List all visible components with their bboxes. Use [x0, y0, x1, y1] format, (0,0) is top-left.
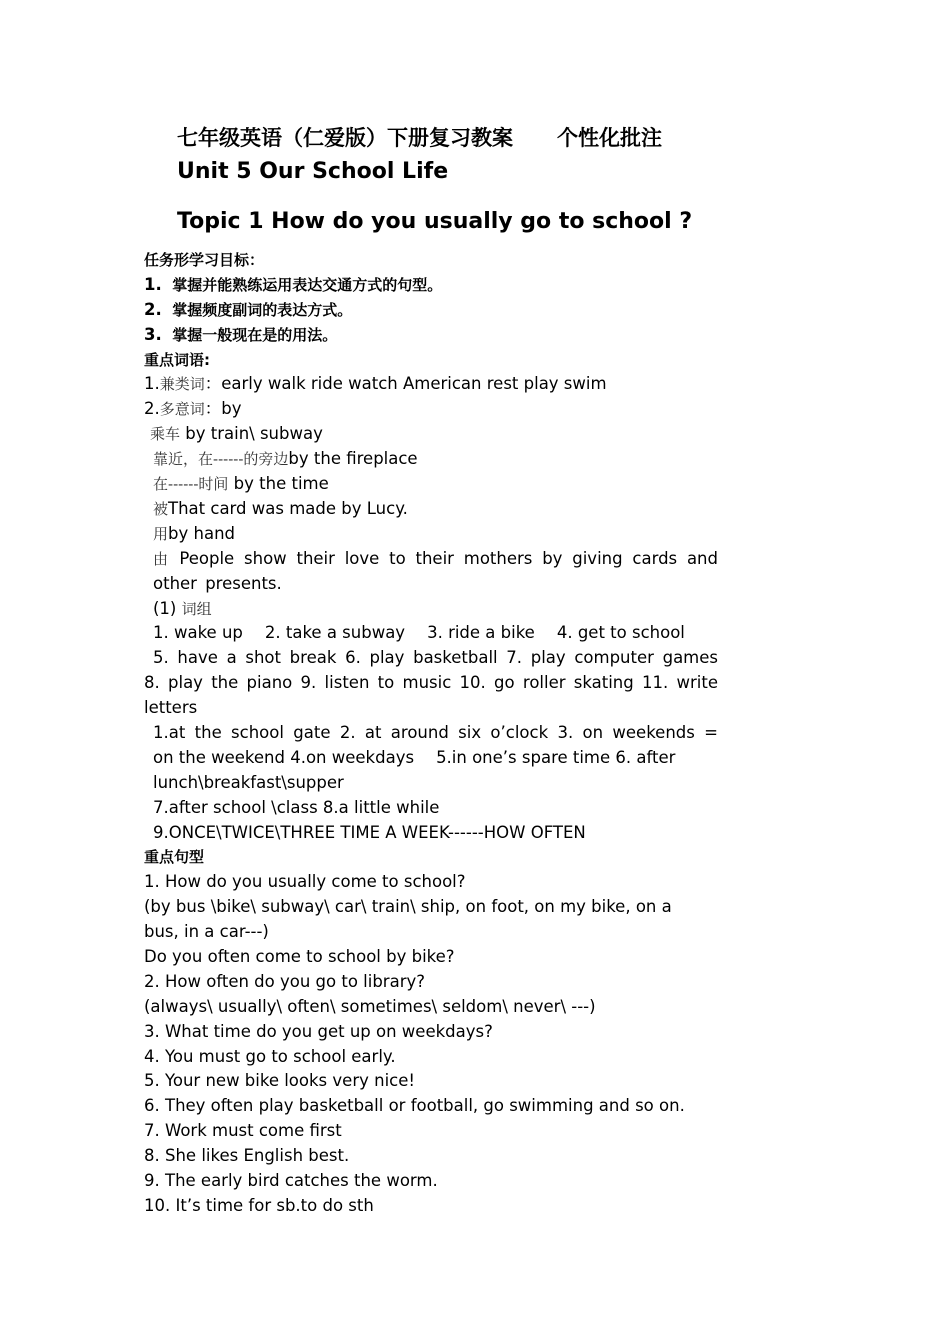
phrase-line: 7.after school \class 8.a little while [153, 797, 440, 817]
objectives-label: 任务形学习目标： [144, 251, 265, 269]
by-usage: 靠近，在------的旁边by the fireplace [153, 449, 418, 469]
by-usage: 乘车 by train\ subway [150, 424, 323, 444]
sentence-line: 3. What time do you get up on weekdays? [144, 1021, 493, 1041]
sentence-line: 9. The early bird catches the worm. [144, 1170, 438, 1190]
sentence-line: 7. Work must come first [144, 1121, 342, 1141]
sentence-line: 1. How do you usually come to school? [144, 872, 466, 892]
sentences-label: 重点句型 [144, 848, 205, 867]
phrase-line: lunch\breakfast\supper [153, 772, 344, 792]
phrase-line: 8. play the piano 9. listen to music 10. go roller skating 11. write [144, 673, 718, 693]
sentence-line: 4. You must go to school early. [144, 1046, 396, 1066]
phrase-line: letters [144, 698, 198, 718]
sentence-line: (always\ usually\ often\ sometimes\ seldom\ never\ ---) [144, 996, 596, 1016]
objective-item: 3. 掌握一般现在是的用法。 [144, 324, 338, 344]
vocab-line: 2.多意词：by [144, 399, 242, 419]
document-body [144, 248, 718, 1219]
phrase-line: 1. wake up 2. take a subway 3. ride a bike 4. get to school [153, 623, 685, 643]
by-usage: 用by hand [153, 523, 235, 543]
sentence-line: 2. How often do you go to library? [144, 971, 426, 991]
sentence-line: 6. They often play basketball or football, go swimming and so on. [144, 1096, 685, 1116]
objective-item: 2. 掌握频度副词的表达方式。 [144, 299, 353, 319]
vocab-line: 1.兼类词：early walk ride watch American rest play swim [144, 374, 607, 394]
phrase-line: 5. have a shot break 6. play basketball 7. play computer games [153, 648, 718, 668]
objective-item: 1. 掌握并能熟练运用表达交通方式的句型。 [144, 274, 443, 294]
phrase-line: 9.ONCE\TWICE\THREE TIME A WEEK------HOW OFTEN [153, 822, 586, 842]
sentence-line: bus, in a car---) [144, 922, 269, 942]
phrase-line: on the weekend 4.on weekdays 5.in one’s spare time 6. after [153, 747, 676, 767]
by-usage: 由 People show their love to their mothers by giving cards and other presents. [153, 548, 718, 593]
phrase-line: 1.at the school gate 2. at around six o’clock 3. on weekends = [153, 722, 718, 742]
sentence-line: Do you often come to school by bike? [144, 946, 455, 966]
title-text: 七年级英语（仁爱版）下册复习教案 [177, 126, 513, 150]
phrases-label: (1) 词组 [153, 598, 212, 618]
annotation-column-label: 个性化批注 [557, 126, 662, 150]
topic-heading: Topic 1 How do you usually go to school ? [177, 209, 693, 234]
sentence-line: 8. She likes English best. [144, 1146, 350, 1166]
document-title [177, 122, 662, 152]
vocab-label: 重点词语: [144, 350, 210, 369]
unit-heading: Unit 5 Our School Life [177, 159, 449, 184]
sentence-line: (by bus \bike\ subway\ car\ train\ ship, on foot, on my bike, on a [144, 897, 672, 917]
by-usage: 在------时间 by the time [153, 474, 329, 494]
sentence-line: 10. It’s time for sb.to do sth [144, 1195, 374, 1215]
by-usage: 被That card was made by Lucy. [153, 498, 408, 518]
sentence-line: 5. Your new bike looks very nice! [144, 1071, 415, 1091]
